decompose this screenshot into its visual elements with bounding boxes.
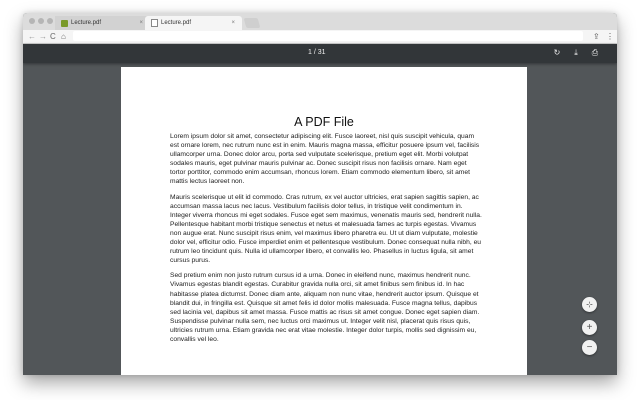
tab-close-icon[interactable]: ×	[139, 20, 143, 26]
page-indicator[interactable]: 1 / 31	[308, 49, 326, 56]
zoom-out-button[interactable]: −	[582, 340, 597, 355]
green-c-favicon-icon	[61, 20, 68, 27]
tab-lecture-2[interactable]	[145, 16, 242, 30]
tab-label: Lecture.pdf	[161, 20, 192, 26]
maximize-window-dot[interactable]	[47, 18, 53, 24]
pdf-toolbar	[23, 44, 617, 63]
tab-lecture-1[interactable]	[55, 16, 150, 30]
tab-bar	[23, 13, 617, 30]
url-input[interactable]	[73, 31, 583, 41]
new-tab-button[interactable]	[244, 18, 261, 28]
pdf-page	[121, 67, 527, 375]
reload-icon[interactable]: C	[50, 32, 56, 41]
forward-icon[interactable]: →	[39, 32, 47, 41]
share-icon[interactable]: ⇪	[593, 32, 600, 41]
paragraph: Mauris scelerisque ut elit id commodo. Cras rutrum, ex vel auctor ultricies, erat sapien sagittis sapien, ac accumsan massa lacus nec lacus. Vestibulum facilisis dolor tellus, in tristique velit condimentum in. Integer viverra rhoncus mi eget sodales. Fusce eget sem maximus, venenatis mauris sed, hendrerit nulla. Pellentesque habitant morbi tristique senectus et netus et malesuada fames ac turpis egestas. Vivamus non augue erat. Nunc suscipit risus enim, vel maximus libero pharetra eu. Ut ut diam vulputate, molestie dolor vel, efficitur odio. Fusce imperdiet enim et pellentesque vestibulum. Donec consequat nulla nibh, eu rutrum leo tincidunt quis. Nulla id ullamcorper libero, et convallis leo. Phasellus in luctus ligula, sit amet cursus purus.	[170, 193, 482, 265]
close-window-dot[interactable]	[29, 18, 35, 24]
document-body	[170, 132, 482, 350]
paragraph: Lorem ipsum dolor sit amet, consectetur adipiscing elit. Fusce laoreet, nisl quis suscipit vehicula, quam est ornare lorem, nec rutrum nunc est in enim. Mauris magna massa, efficitur posuere ipsum vel, facilisis ullamcorper urna. Donec dolor arcu, porta sed vulputate scelerisque, pretium eget elit. Morbi volutpat sodales mauris, eget pulvinar mauris pulvinar ac. Donec suscipit risus non facilisis ornare. Nam eget tortor porttitor, commodo enim accumsan, rhoncus lorem. Etiam commodo elementum libero, sit amet mattis lectus laoreet non.	[170, 133, 480, 186]
download-icon[interactable]: ⤓	[574, 48, 578, 57]
paragraph: Sed pretium enim non justo rutrum cursus id a urna. Donec in eleifend nunc, maximus hendrerit nunc. Vivamus egestas blandit egestas. Curabitur gravida nulla orci, sit amet finibus sem finibus id. In hac habitasse platea dictumst. Donec diam ante, aliquam non nunc vitae, hendrerit auctor ipsum. Quisque et blandit dui, in fringilla est. Quisque sit amet felis id dolor mollis malesuada. Fusce magna tellus, dapibus sed lacinia vel, dapibus sit amet massa. Fusce mattis ac risus sit amet congue. Donec eget sapien diam. Suspendisse pulvinar nulla sem, nec luctus orci maximus ut. Integer velit nisl, placerat quis risus quis, ultricies rutrum urna. Etiam gravida nec erat vitae molestie. Integer dolor turpis, mollis sed dignissim eu, convallis vel leo.	[170, 272, 480, 343]
tab-close-icon[interactable]: ×	[231, 20, 235, 26]
address-bar	[23, 30, 617, 44]
browser-window	[23, 13, 617, 375]
minimize-window-dot[interactable]	[38, 18, 44, 24]
fit-page-button[interactable]: ⊹	[582, 297, 597, 312]
tab-label: Lecture.pdf	[71, 20, 102, 26]
zoom-in-button[interactable]: +	[582, 320, 597, 335]
back-icon[interactable]: ←	[28, 32, 36, 41]
home-icon[interactable]: ⌂	[61, 32, 66, 41]
menu-icon[interactable]: ⋮	[606, 32, 614, 41]
rotate-icon[interactable]: ↻	[553, 48, 561, 57]
print-icon[interactable]: ⎙	[591, 48, 599, 57]
document-title: A PDF File	[294, 115, 354, 129]
document-icon	[151, 19, 158, 27]
